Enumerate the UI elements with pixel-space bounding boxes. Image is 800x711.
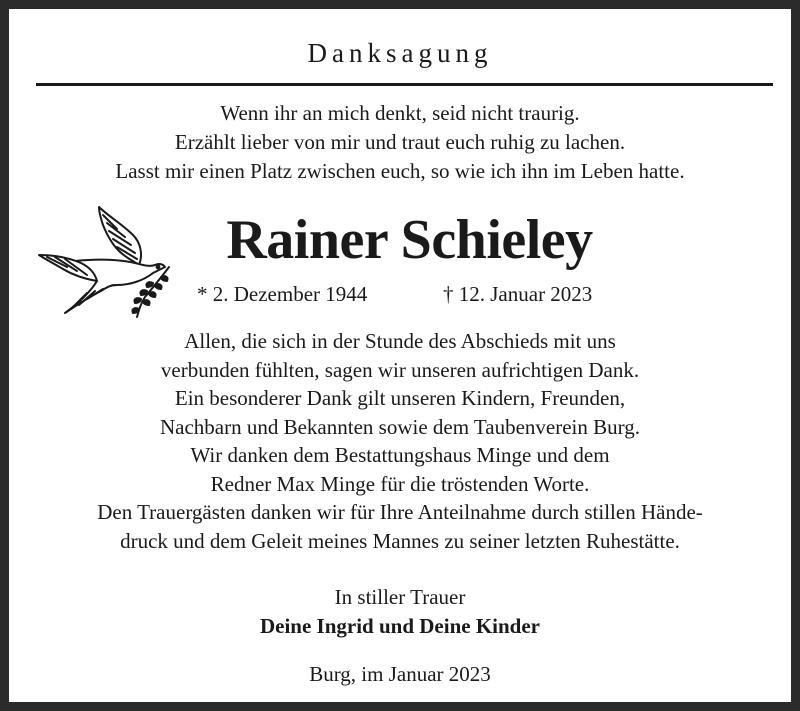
poem-line: Erzählt lieber von mir und traut euch ruhig zu lachen. xyxy=(174,130,626,154)
deceased-name: Rainer Schieley xyxy=(226,209,593,271)
place-date: Burg, im Januar 2023 xyxy=(309,662,491,686)
birth-date: * 2. Dezember 1944 xyxy=(197,282,368,306)
thanks-line: Allen, die sich in der Stunde des Abschieds mit uns xyxy=(184,329,616,353)
thanks-line: Wir danken dem Bestattungshaus Minge und dem xyxy=(190,443,610,467)
poem xyxy=(9,99,791,186)
heading-divider xyxy=(36,83,773,86)
thanks-line: druck und dem Geleit meines Mannes zu seiner letzten Ruhestätte. xyxy=(120,528,680,553)
thanks-line: Redner Max Minge für die tröstenden Worte. xyxy=(210,471,590,496)
heading: Danksagung xyxy=(307,38,493,68)
signature-intro: In stiller Trauer xyxy=(334,585,466,609)
thanks-line: verbunden fühlten, sagen wir unseren aufrichtigen Dank. xyxy=(160,357,640,382)
thanks-line: Nachbarn und Bekannten sowie dem Taubenverein Burg. xyxy=(159,414,641,439)
dove-with-olive-branch-icon xyxy=(37,201,177,323)
thanks-text xyxy=(9,327,791,555)
death-date: † 12. Januar 2023 xyxy=(443,282,593,306)
signature-block xyxy=(9,583,791,641)
poem-line: Wenn ihr an mich denkt, seid nicht traurig. xyxy=(220,101,580,125)
life-dates xyxy=(197,280,593,308)
signature-names: Deine Ingrid und Deine Kinder xyxy=(259,614,541,638)
thanks-line: Den Trauergästen danken wir für Ihre Anteilnahme durch stillen Hände- xyxy=(97,500,703,524)
thanks-line: Ein besonderer Dank gilt unseren Kindern, Freunden, xyxy=(174,386,626,410)
poem-line: Lasst mir einen Platz zwischen euch, so wie ich ihn im Leben hatte. xyxy=(115,159,685,183)
